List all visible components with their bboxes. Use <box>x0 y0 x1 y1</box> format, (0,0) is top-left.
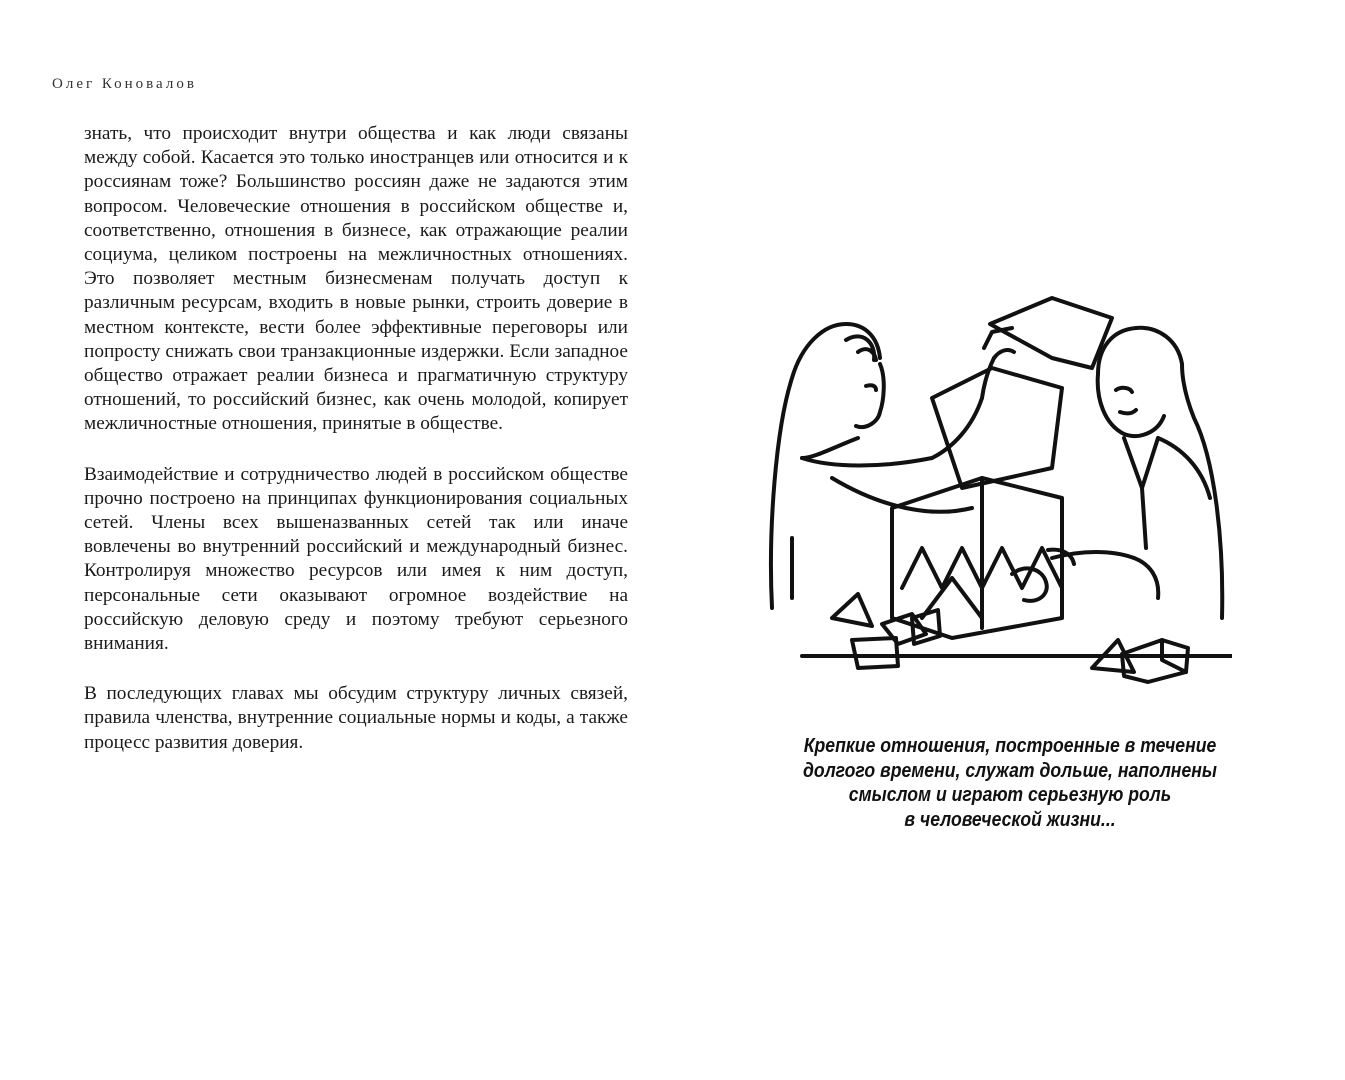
paragraph: В последующих главах мы обсудим структуру личных связей, правила членства, внутренние социальные нормы и коды, а также процесс развития доверия. <box>84 683 628 753</box>
caption-line: долгого времени, служат дольше, наполнены <box>803 758 1217 782</box>
left-page-text <box>84 122 628 755</box>
caption-line: смыслом и играют серьезную роль <box>848 783 1172 806</box>
caption-line: Крепкие отношения, построенные в течение <box>803 734 1217 757</box>
paragraph: знать, что происходит внутри общества и как люди связаны между собой. Касается это только иностранцев или относится и к россиянам тоже? Большинство россиян даже не задаются этим вопросом. Человеческие отношения в российском обществе и, соответственно, отношения в бизнесе, как отражающие реалии социума, целиком построены на межличностных отношениях. Это позволяет местным бизнесменам получать доступ к различным ресурсам, входить в новые рынки, строить доверие в местном контексте, вести более эффективные переговоры или попросту снижать свои транзакционные издержки. Если западное общество отражает реалии бизнеса и прагматичную структуру отношений, то российский бизнес, как очень молодой, копирует межличностные отношения, принятые в обществе. <box>84 123 628 435</box>
cartoon-illustration <box>762 288 1232 698</box>
illustration-caption <box>761 734 1260 832</box>
caption-line: в человеческой жизни... <box>904 807 1116 831</box>
right-page <box>680 0 1345 1080</box>
paragraph: Взаимодействие и сотрудничество людей в российском обществе прочно построено на принципах функционирования социальных сетей. Члены всех вышеназванных сетей так или иначе вовлечены во внутренний российский и международный бизнес. Контролируя множество ресурсов или имея к ним доступ, персональные сети оказывают огромное воздействие на российскую деловую среду и поэтому требуют серьезного внимания. <box>84 463 628 655</box>
running-head: Олег Коновалов <box>52 76 197 92</box>
